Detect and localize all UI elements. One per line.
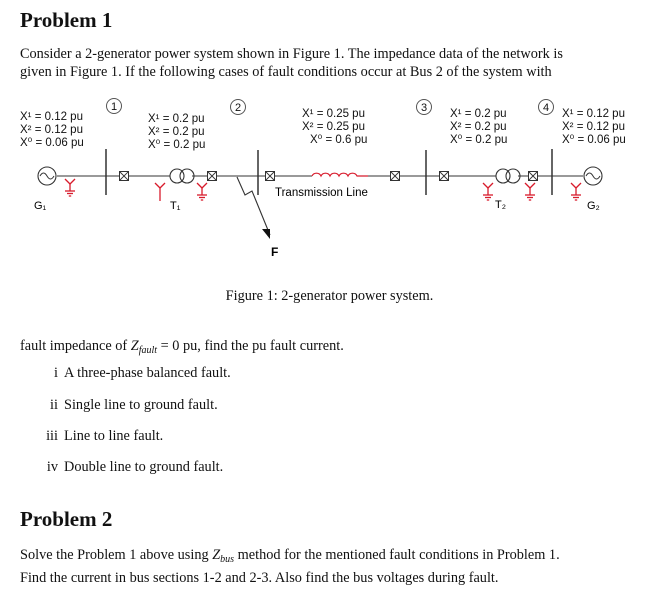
g1-x2: X² = 0.12 pu xyxy=(20,124,83,136)
generator-g1-icon xyxy=(38,167,56,185)
fault-text-pre: fault impedance of xyxy=(20,338,131,354)
breaker-icon xyxy=(440,172,449,181)
line-x1: X¹ = 0.25 pu xyxy=(302,108,365,120)
problem1-title: Problem 1 xyxy=(20,8,113,32)
t2-x2: X² = 0.2 pu xyxy=(450,121,507,133)
fault-zigzag-icon xyxy=(237,177,270,235)
t1-wye-left-icon xyxy=(155,183,165,195)
t1-wye-right-ground-icon xyxy=(197,183,207,200)
t2-wye-right-ground-icon xyxy=(525,183,535,200)
fault-subscript: fault xyxy=(138,345,158,356)
t1-x2: X² = 0.2 pu xyxy=(148,126,205,138)
intro-line-1: Consider a 2-generator power system shown in Figure 1. The impedance data of the network is xyxy=(20,46,563,62)
power-system-diagram xyxy=(0,95,659,270)
intro-line-2: given in Figure 1. If the following cases of fault conditions occur at Bus 2 of the system with xyxy=(20,64,552,80)
g2-label: G₂ xyxy=(587,200,600,212)
problem2-title: Problem 2 xyxy=(20,507,113,531)
g2-x1: X¹ = 0.12 pu xyxy=(562,108,625,120)
t1-label: T₁ xyxy=(170,200,181,212)
breaker-icon xyxy=(391,172,400,181)
g1-label: G₁ xyxy=(34,200,47,212)
t2-wye-left-ground-icon xyxy=(483,183,493,200)
t1-x0: X⁰ = 0.2 pu xyxy=(148,139,206,151)
list-item: i A three-phase balanced fault. xyxy=(54,365,231,381)
line-x2: X² = 0.25 pu xyxy=(302,121,365,133)
g1-x1: X¹ = 0.12 pu xyxy=(20,111,83,123)
bus-2-number: 2 xyxy=(234,102,242,114)
fault-text-post: = 0 pu, find the pu fault current. xyxy=(157,338,344,354)
g2-x0: X⁰ = 0.06 pu xyxy=(562,134,626,146)
zbus-subscript: bus xyxy=(220,554,235,565)
g1-wye-ground-icon xyxy=(65,179,75,196)
bus-3-number: 3 xyxy=(420,102,428,114)
problem2-line-2: Find the current in bus sections 1-2 and 2-3. Also find the bus voltages during fault. xyxy=(20,570,499,586)
line-x0: X⁰ = 0.6 pu xyxy=(310,134,368,146)
list-item: ii Single line to ground fault. xyxy=(50,397,218,413)
problem2-line-1: Solve the Problem 1 above using $Z_{bus}$ method for the mentioned fault conditions in Problem 1. xyxy=(20,547,560,565)
list-item: iv Double line to ground fault. xyxy=(46,459,224,475)
t1-x1: X¹ = 0.2 pu xyxy=(148,113,205,125)
t2-label: T₂ xyxy=(495,199,506,211)
bus-1-number: 1 xyxy=(110,101,118,113)
g2-wye-ground-icon xyxy=(571,183,581,200)
list-item: iii Line to line fault. xyxy=(46,428,164,444)
problem1-intro xyxy=(20,45,645,81)
transmission-line-label: Transmission Line xyxy=(275,187,368,199)
figure-caption: Figure 1: 2-generator power system. xyxy=(225,288,434,304)
g2-x2: X² = 0.12 pu xyxy=(562,121,625,133)
breaker-icon xyxy=(266,172,275,181)
t2-x1: X¹ = 0.2 pu xyxy=(450,108,507,120)
transmission-line-inductor-icon xyxy=(312,173,368,176)
g1-x0: X⁰ = 0.06 pu xyxy=(20,137,84,149)
fault-arrow-icon xyxy=(262,229,270,239)
fault-symbol: Z xyxy=(130,338,139,354)
zbus-symbol: Z xyxy=(212,547,221,563)
breaker-icon xyxy=(120,172,129,181)
transformer-t2-icon xyxy=(496,169,520,183)
t2-x0: X⁰ = 0.2 pu xyxy=(450,134,508,146)
problem2-text xyxy=(20,546,645,587)
fault-label: F xyxy=(271,245,279,259)
breaker-icon xyxy=(208,172,217,181)
breaker-icon xyxy=(529,172,538,181)
bus-4-number: 4 xyxy=(542,102,550,114)
fault-impedance-sentence xyxy=(20,337,645,360)
transformer-t1-icon xyxy=(170,169,194,183)
generator-g2-icon xyxy=(584,167,602,185)
